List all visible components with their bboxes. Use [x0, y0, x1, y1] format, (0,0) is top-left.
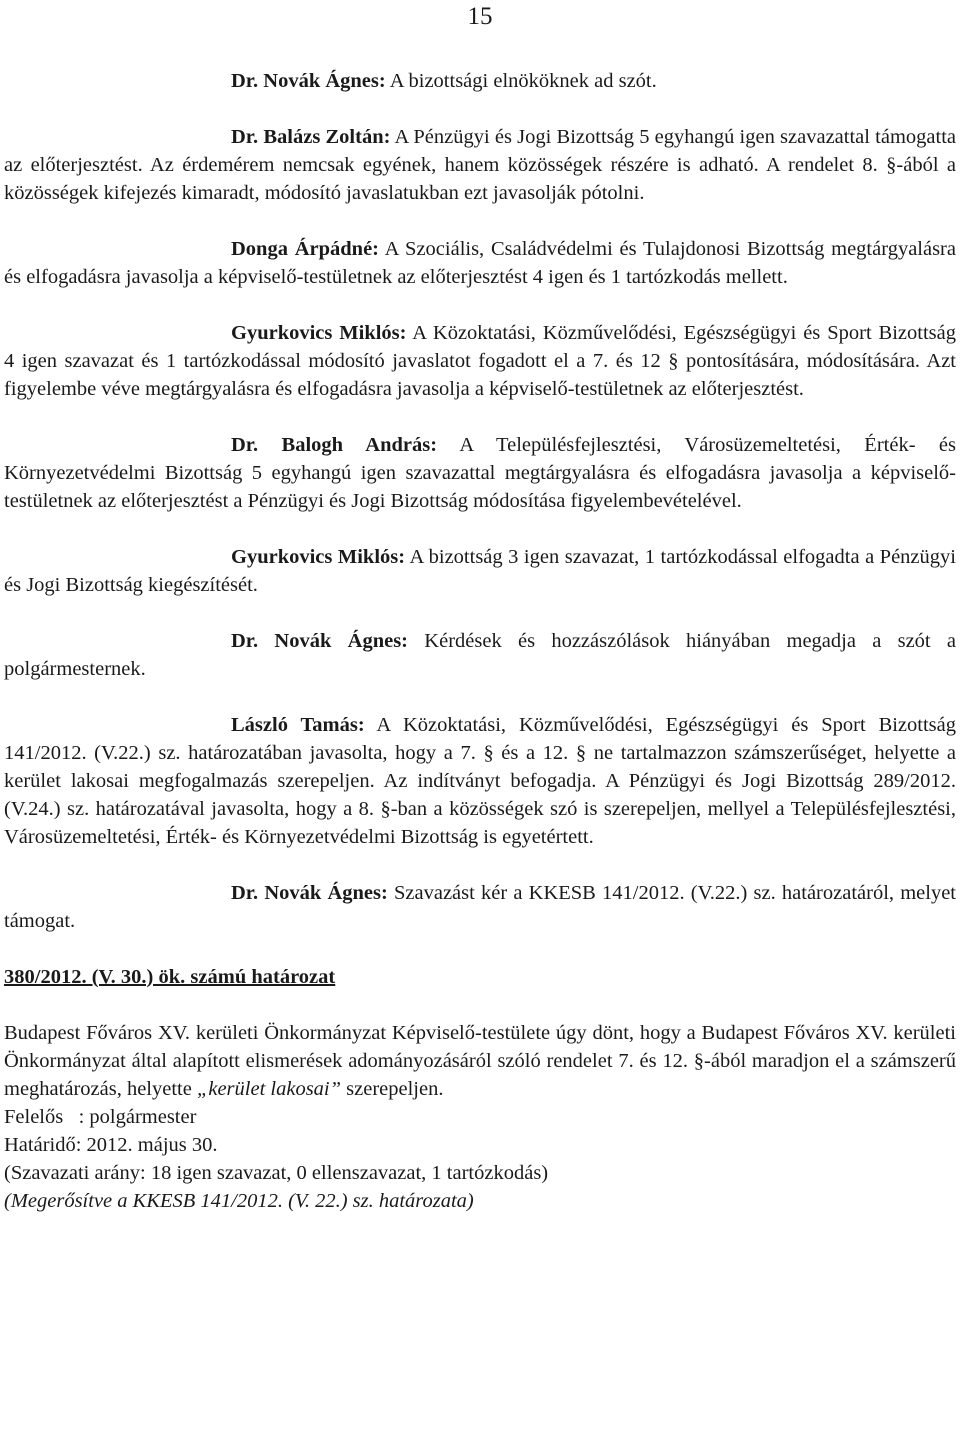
speech-text: A bizottsági elnököknek ad szót. — [385, 70, 657, 92]
resolution-deadline: Határidő: 2012. május 30. — [4, 1134, 218, 1156]
speaker-name: Dr. Novák Ágnes: — [231, 882, 388, 904]
speaker-name: Dr. Balázs Zoltán: — [231, 126, 391, 148]
speaker-name: László Tamás: — [231, 714, 365, 736]
resolution-body-after: szerepeljen. — [341, 1078, 444, 1100]
paragraph-2 — [4, 123, 956, 207]
speaker-name: Dr. Novák Ágnes: — [231, 70, 386, 92]
resolution-body-before: Budapest Főváros XV. kerületi Önkormányzat Képviselő-testülete úgy dönt, hogy a Budapest Főváros XV. kerületi Önkormányzat által alapított elismerések adományozásáról szóló rendelet 7. és 12. §-ából maradjon el a számszerű meghatározás, helyette — [4, 1022, 956, 1100]
page-content — [4, 67, 956, 1215]
resolution-quote: „kerület lakosai” — [196, 1078, 342, 1100]
resolution-title — [4, 963, 956, 991]
speaker-name: Gyurkovics Miklós: — [231, 546, 406, 568]
paragraph-6 — [4, 543, 956, 599]
resolution-vote: (Szavazati arány: 18 igen szavazat, 0 ellenszavazat, 1 tartózkodás) — [4, 1162, 549, 1184]
speech-text: Szavazást kér a KKESB 141/2012. (V.22.) sz. határozatáról, melyet támogat. — [4, 882, 956, 932]
speech-text: A Szociális, Családvédelmi és Tulajdonosi Bizottság megtárgyalásra és elfogadásra javasolja a képviselő-testületnek az előterjesztést 4 igen és 1 tartózkodás mellett. — [4, 238, 956, 288]
speech-text: A Településfejlesztési, Városüzemeltetési, Érték- és Környezetvédelmi Bizottság 5 egyhangú igen szavazattal megtárgyalásra és elfogadásra javasolja a képviselő-testületnek az előterjesztést a Pénzügyi és Jogi Bizottság módosítása figyelembevételével. — [4, 434, 956, 512]
resolution-responsible: Felelős : polgármester — [4, 1106, 197, 1128]
speaker-name: Gyurkovics Miklós: — [231, 322, 407, 344]
paragraph-3 — [4, 235, 956, 291]
speech-text: A bizottság 3 igen szavazat, 1 tartózkodással elfogadta a Pénzügyi és Jogi Bizottság kiegészítését. — [4, 546, 956, 596]
resolution-title-text: 380/2012. (V. 30.) ök. számú határozat — [4, 966, 336, 988]
paragraph-1 — [4, 67, 956, 95]
speech-text: A Közoktatási, Közművelődési, Egészségügyi és Sport Bizottság 4 igen szavazat és 1 tartózkodással módosító javaslatot fogadott el a 7. és 12 § pontosítására, módosítására. Azt figyelembe véve megtárgyalásra és elfogadásra javasolja a képviselő-testületnek az előterjesztést. — [4, 322, 956, 400]
paragraph-7 — [4, 627, 956, 683]
page-number: 15 — [467, 3, 493, 30]
speech-text: Kérdések és hozzászólások hiányában megadja a szót a polgármesternek. — [4, 630, 956, 680]
resolution-confirmation: (Megerősítve a KKESB 141/2012. (V. 22.) sz. határozata) — [4, 1190, 474, 1212]
paragraph-4 — [4, 319, 956, 403]
paragraph-8 — [4, 711, 956, 851]
speech-text: A Pénzügyi és Jogi Bizottság 5 egyhangú igen szavazattal támogatta az előterjesztést. Az érdemérem nemcsak egyének, hanem közösségek részére is adható. A rendelet 8. §-ából a közösségek kifejezés kimaradt, módosító javaslatukban ezt javasolják pótolni. — [4, 126, 956, 204]
speaker-name: Dr. Balogh András: — [231, 434, 438, 456]
resolution-body — [4, 1019, 956, 1103]
speaker-name: Dr. Novák Ágnes: — [231, 630, 409, 652]
speech-text: A Közoktatási, Közművelődési, Egészségügyi és Sport Bizottság 141/2012. (V.22.) sz. határozatában javasolta, hogy a 7. § és a 12. § ne tartalmazzon számszerűséget, helyette a kerület lakosai megfogalmazás szerepeljen. Az indítványt befogadja. A Pénzügyi és Jogi Bizottság 289/2012. (V.24.) sz. határozatával javasolta, hogy a 8. §-ban a közösségek szó is szerepeljen, mellyel a Településfejlesztési, Városüzemeltetési, Érték- és Környezetvédelmi Bizottság is egyetértett. — [4, 714, 957, 848]
speaker-name: Donga Árpádné: — [231, 238, 379, 260]
paragraph-9 — [4, 879, 956, 935]
paragraph-5 — [4, 431, 956, 515]
